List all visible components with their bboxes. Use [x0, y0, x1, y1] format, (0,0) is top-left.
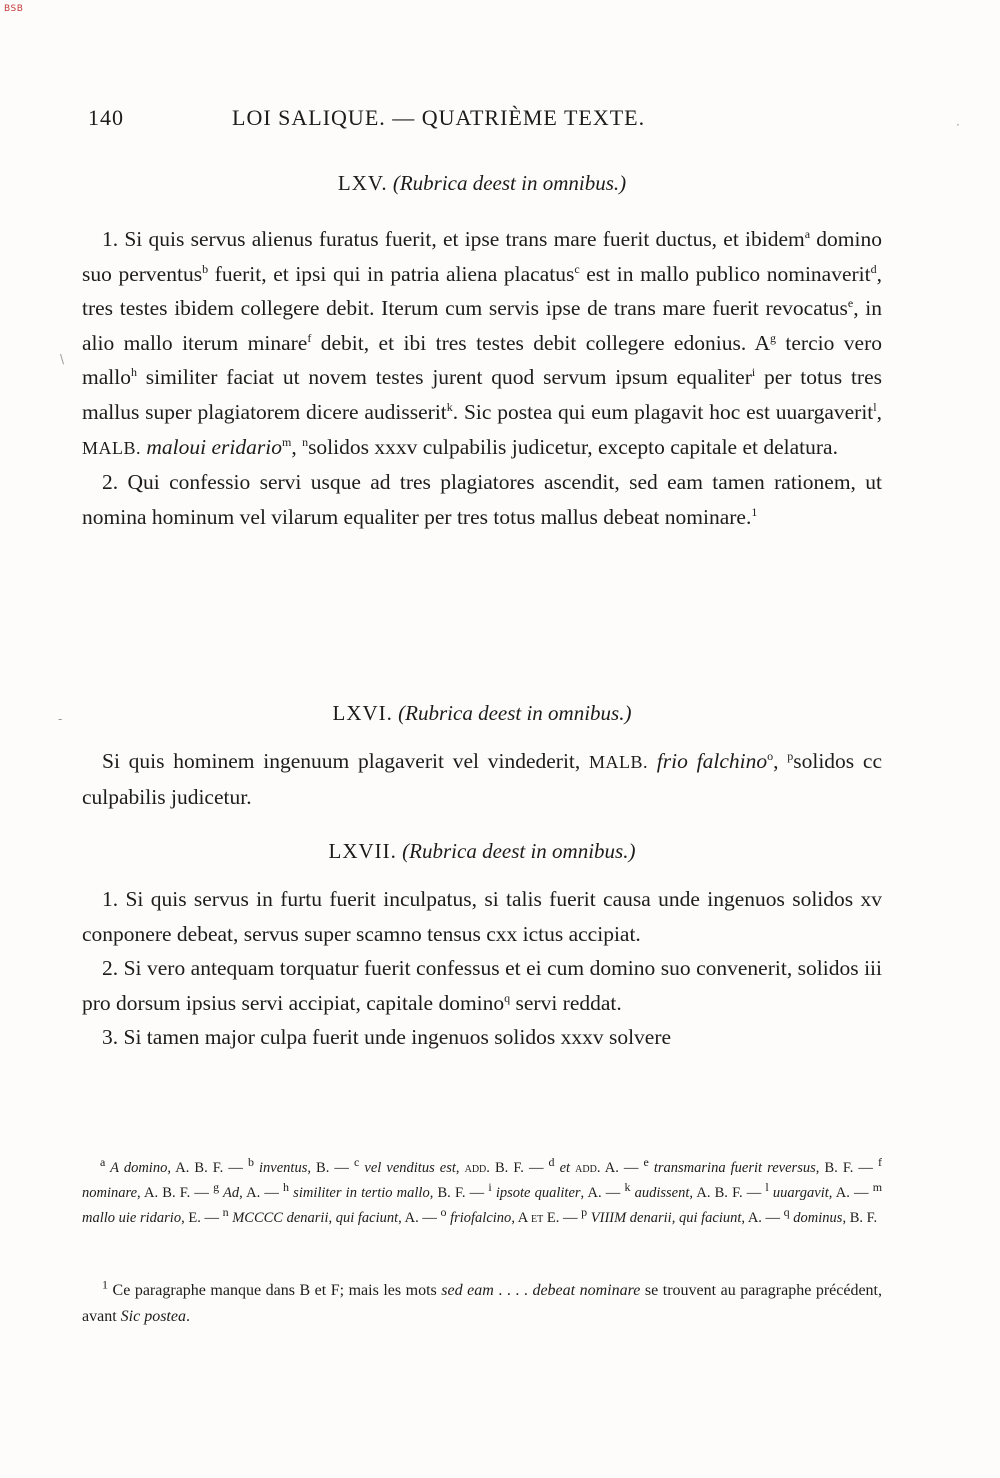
- note-marker: g: [213, 1180, 220, 1195]
- note-marker: d: [548, 1155, 555, 1170]
- variant-note: [581, 1205, 784, 1226]
- manuscript-sigla: , A. B. F. —: [167, 1160, 248, 1176]
- library-watermark: BSB: [4, 4, 24, 14]
- variant-note: [783, 1205, 878, 1226]
- variant-reading: MCCCC denarii, qui faciunt: [228, 1210, 399, 1226]
- variant-reading: uuargavit: [768, 1185, 829, 1201]
- manuscript-sigla: , B. —: [307, 1160, 355, 1176]
- note-marker: a: [804, 226, 811, 241]
- variant-reading: nominare: [82, 1185, 138, 1201]
- note-marker: q: [504, 990, 511, 1005]
- manuscript-sigla: add. A. —: [570, 1160, 644, 1176]
- note-marker: h: [283, 1180, 290, 1195]
- variant-reading: vel venditus est: [359, 1160, 456, 1176]
- variant-reading: VIIIM denarii, qui faciunt: [587, 1210, 742, 1226]
- variant-reading: ipsote qualiter: [491, 1185, 581, 1201]
- section-number: LXVII.: [328, 839, 397, 863]
- manuscript-sigla: , A. —: [239, 1185, 284, 1201]
- section-lxvi: [82, 700, 882, 814]
- note-marker: e: [643, 1155, 649, 1170]
- variant-note: [247, 1155, 355, 1176]
- variant-note: [548, 1155, 644, 1176]
- manuscript-sigla: , A. B. F. —: [137, 1185, 214, 1201]
- note-marker: k: [624, 1180, 631, 1195]
- section-rubric: (Rubrica deest in omnibus.): [398, 701, 632, 725]
- section-lxvii: [82, 838, 882, 1055]
- section-number: LXVI.: [332, 701, 393, 725]
- note-marker: f: [878, 1155, 883, 1170]
- manuscript-sigla: , B. F.: [842, 1210, 878, 1226]
- note-marker: i: [751, 365, 756, 380]
- manuscript-sigla: , B. F. —: [429, 1185, 489, 1201]
- section-rubric: (Rubrica deest in omnibus.): [392, 171, 627, 195]
- margin-speck: ·: [956, 118, 960, 132]
- variant-reading: et: [554, 1160, 571, 1176]
- variant-reading: transmarina fuerit reversus: [648, 1160, 816, 1176]
- note-marker: b: [247, 1155, 254, 1170]
- note-marker: e: [847, 296, 854, 311]
- variant-reading: mallo uie ridario: [82, 1210, 182, 1226]
- manuscript-sigla: , E. —: [181, 1210, 223, 1226]
- variant-note: [765, 1180, 873, 1201]
- section-number: LXV.: [337, 171, 388, 195]
- section-heading: [82, 700, 882, 726]
- note-marker: l: [873, 399, 877, 414]
- margin-speck: -: [58, 712, 63, 726]
- paragraph: 1. Si quis servus alienus furatus fuerit, et ipse trans mare fuerit ductus, et ibidem$^a$ domino suo perventus$^b$ fuerit, et ipsi qui in patria aliena placatus$^c$ est in mallo publico nominaverit$^d$, tres testes ibidem collegere debit. Iterum cum servis ipse de trans mare fuerit revocatus$^e$, in alio mallo iterum minare$^f$ debit, et ibi tres testes debit collegere edonius. $A^g$ tercio vero mallo$^h$ similiter faciat ut novem testes jurent quod servum ipsum equaliter$^i$ per totus tres mallus super plagiatorem dicere audisserit$^k$. Sic postea qui eum plagavit hoc est uuargaverit$^l$, MALB. maloui eridario$^m$, $^n$solidos xxxv culpabilis judicetur, excepto capitale et delatura.: [82, 226, 883, 459]
- variant-note: [488, 1180, 625, 1201]
- note-marker: b: [202, 261, 209, 276]
- note-marker: g: [769, 330, 776, 345]
- running-title: LOI SALIQUE. — QUATRIÈME TEXTE.: [232, 105, 646, 130]
- variant-note: [222, 1205, 441, 1226]
- paragraph: 3. Si tamen major culpa fuerit unde ingenuos solidos xxxv solvere: [102, 1025, 672, 1050]
- malberg-gloss: frio falchino: [648, 749, 768, 773]
- note-marker: l: [765, 1180, 769, 1195]
- footnote-number: 1: [102, 1277, 108, 1292]
- variant-note: [354, 1155, 549, 1176]
- paragraph: Si quis hominem ingenuum plagaverit vel vindederit, MALB. frio falchino$^o$, $^p$solidos cc culpabilis judicetur.: [82, 748, 883, 809]
- variant-note: [624, 1180, 766, 1201]
- footnote-marker: 1: [751, 504, 758, 519]
- margin-speck: \: [60, 352, 65, 366]
- malberg-abbrev: MALB.: [589, 752, 649, 772]
- section-heading: [82, 838, 882, 864]
- note-marker: h: [130, 365, 137, 380]
- paragraph: 2. Qui confessio servi usque ad tres plagiatores ascendit, sed eam tamen rationem, ut nomina hominum vel vilarum equaliter per tres totus mallus debeat nominare.$^1$: [82, 470, 882, 529]
- paragraph: 1. Si quis servus in furtu fuerit inculpatus, si talis fuerit causa unde ingenuos solidos xv conponere debeat, servus super scamno tensus cxx ictus accipiat.: [82, 887, 882, 946]
- malberg-abbrev: MALB.: [82, 437, 142, 458]
- variant-reading: Ad: [219, 1185, 240, 1201]
- variant-notes: [82, 1156, 882, 1231]
- note-marker: c: [574, 261, 580, 276]
- note-marker: m: [281, 434, 292, 449]
- page-number: 140: [88, 105, 124, 130]
- note-marker: k: [446, 399, 453, 414]
- note-marker: o: [440, 1205, 447, 1220]
- note-marker: o: [767, 748, 774, 763]
- malberg-gloss: maloui eridario: [141, 434, 282, 459]
- note-marker: a: [100, 1155, 106, 1170]
- variant-note: [643, 1155, 879, 1176]
- variant-reading: similiter in tertio mallo: [289, 1185, 430, 1201]
- manuscript-sigla: , A. —: [828, 1185, 873, 1201]
- section-rubric: (Rubrica deest in omnibus.): [402, 839, 636, 863]
- note-marker: n: [222, 1205, 229, 1220]
- note-marker: d: [870, 261, 877, 276]
- variant-note: [283, 1180, 489, 1201]
- manuscript-sigla: , A. —: [580, 1185, 625, 1201]
- manuscript-sigla: , B. F. —: [815, 1160, 879, 1176]
- manuscript-sigla: , A. —: [398, 1210, 441, 1226]
- variant-reading: A domino: [105, 1160, 168, 1176]
- section-heading: [82, 170, 882, 196]
- note-marker: f: [307, 330, 312, 345]
- manuscript-sigla: , A. —: [741, 1210, 784, 1226]
- variant-reading: friofalcino: [446, 1210, 512, 1226]
- paragraph: 2. Si vero antequam torquatur fuerit confessus et ei cum domino suo convenerit, solidos iii pro dorsum ipsius servi accipiat, capitale domino$^q$ servi reddat.: [82, 956, 882, 1015]
- manuscript-sigla: , A. B. F. —: [689, 1185, 766, 1201]
- running-header: [82, 105, 882, 137]
- variant-reading: audissent: [630, 1185, 690, 1201]
- manuscript-sigla: , add. B. F. —: [455, 1160, 549, 1176]
- note-marker: q: [783, 1205, 790, 1220]
- variant-note: [440, 1205, 582, 1226]
- note-marker: p: [581, 1205, 588, 1220]
- variant-note: [213, 1180, 284, 1201]
- manuscript-sigla: , A et E. —: [511, 1210, 582, 1226]
- note-marker: i: [488, 1180, 492, 1195]
- footnote: $^1$ Ce paragraphe manque dans B et F; mais les mots sed eam . . . . debeat nominare se trouvent au paragraphe précédent, avant Sic postea.: [82, 1277, 883, 1325]
- note-marker: n: [302, 434, 309, 449]
- note-marker: c: [354, 1155, 360, 1170]
- note-marker: m: [872, 1180, 883, 1195]
- section-lxv: [82, 170, 882, 534]
- note-marker: p: [787, 748, 794, 763]
- variant-reading: inventus: [253, 1160, 308, 1176]
- variant-note: [82, 1155, 248, 1176]
- variant-reading: dominus: [789, 1210, 843, 1226]
